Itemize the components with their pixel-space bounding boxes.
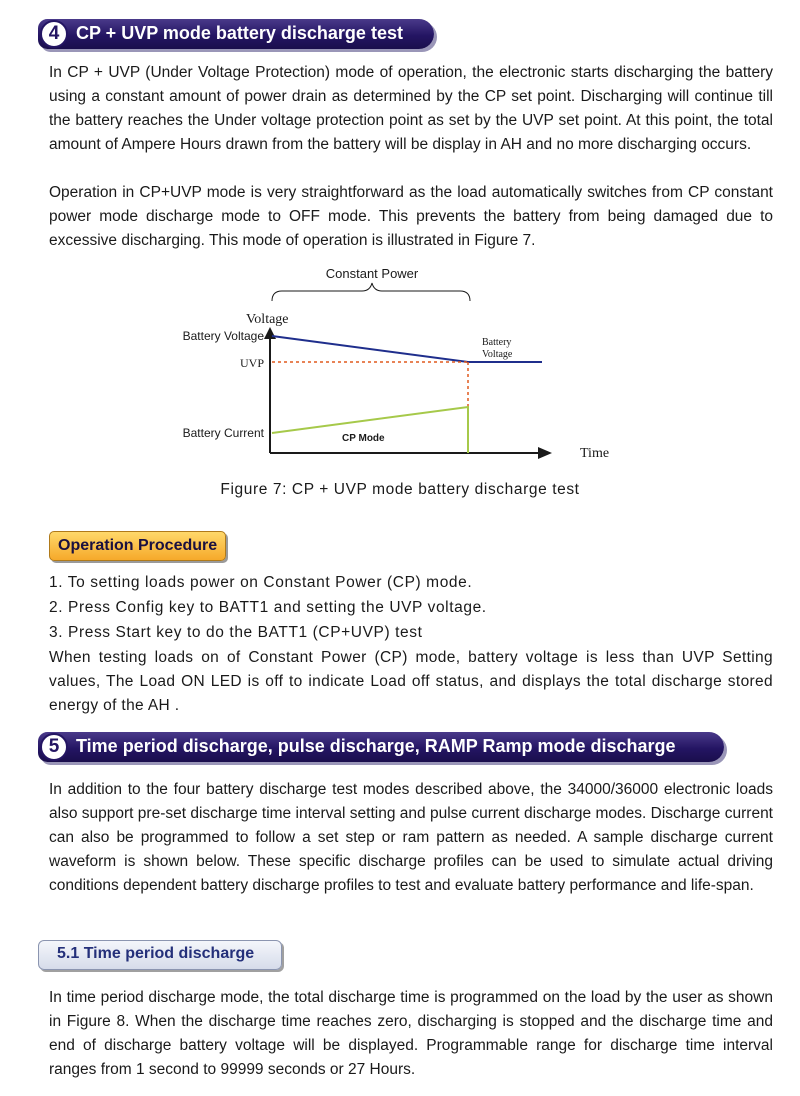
x-axis-arrow — [538, 447, 552, 459]
section-5-paragraph: In addition to the four battery discharge test modes described above, the 34000/36000 electronic loads also support pre-set discharge time interval setting and pulse current discharge modes. Discharge current can also be programmed to follow a set step or ram pattern as needed. A sample discharge current waveform is shown below. These specific discharge profiles can be used to simulate actual driving conditions dependent battery discharge profiles to test and evaluate battery performance and life-span. — [49, 781, 773, 894]
battery-voltage-note-line-1: Battery — [482, 337, 512, 348]
operation-step-3: 3. Press Start key to do the BATT1 (CP+UVP) test — [49, 624, 423, 641]
operation-step-2: 2. Press Config key to BATT1 and setting the UVP voltage. — [49, 599, 487, 616]
section-5-1-paragraph: In time period discharge mode, the total discharge time is programmed on the load by the user as shown in Figure 8. When the discharge time reaches zero, discharging is stopped and the discharge time and end of discharge battery voltage will be displayed. Programmable range for discharge time interval ranges from 1 second to 99999 seconds or 27 Hours. — [49, 989, 773, 1078]
battery-current-label: Battery Current — [182, 426, 264, 440]
section-5-1-heading-box — [38, 940, 282, 970]
section-4-title: CP + UVP mode battery discharge test — [76, 23, 403, 43]
battery-current-line — [272, 407, 468, 453]
section-5-header — [38, 732, 728, 762]
y-axis-label: Voltage — [246, 312, 289, 327]
section-4-number-badge: 4 — [40, 20, 68, 48]
uvp-label: UVP — [239, 356, 264, 370]
battery-voltage-note-line-2: Voltage — [482, 349, 513, 360]
section-4-header — [38, 19, 438, 49]
operation-procedure-heading: Operation Procedure — [49, 531, 226, 561]
cp-mode-label: CP Mode — [342, 433, 385, 444]
figure-7-caption: Figure 7: CP + UVP mode battery discharge test — [220, 481, 580, 498]
section-4-paragraph-2: Operation in CP+UVP mode is very straightforward as the load automatically switches from CP constant power mode discharge mode to OFF mode. This prevents the battery from being damaged due to excessive discharging. This mode of operation is illustrated in Figure 7. — [49, 184, 773, 249]
operation-step-1: 1. To setting loads power on Constant Power (CP) mode. — [49, 574, 473, 591]
operation-note: When testing loads on of Constant Power (CP) mode, battery voltage is less than UVP Setting values, The Load ON LED is off to indicate Load off status, and displays the total discharge stored energy of the AH . — [49, 649, 773, 714]
figure-7-diagram — [0, 255, 800, 475]
constant-power-brace — [272, 283, 470, 301]
section-5-title: Time period discharge, pulse discharge, RAMP Ramp mode discharge — [76, 736, 676, 756]
section-5-1-title: 5.1 Time period discharge — [57, 945, 255, 962]
constant-power-label: Constant Power — [325, 266, 419, 281]
section-5-number-badge: 5 — [40, 733, 68, 761]
section-4-paragraph-1: In CP + UVP (Under Voltage Protection) mode of operation, the electronic starts discharging the battery using a constant amount of power drain as determined by the CP set point. Discharging will continue till the battery reaches the Under voltage protection point as set by the UVP set point. At this point, the total amount of Ampere Hours drawn from the battery will be display in AH and no more discharging occurs. — [49, 64, 773, 153]
x-axis-label: Time — [580, 446, 610, 461]
battery-voltage-label: Battery Voltage — [182, 329, 264, 343]
